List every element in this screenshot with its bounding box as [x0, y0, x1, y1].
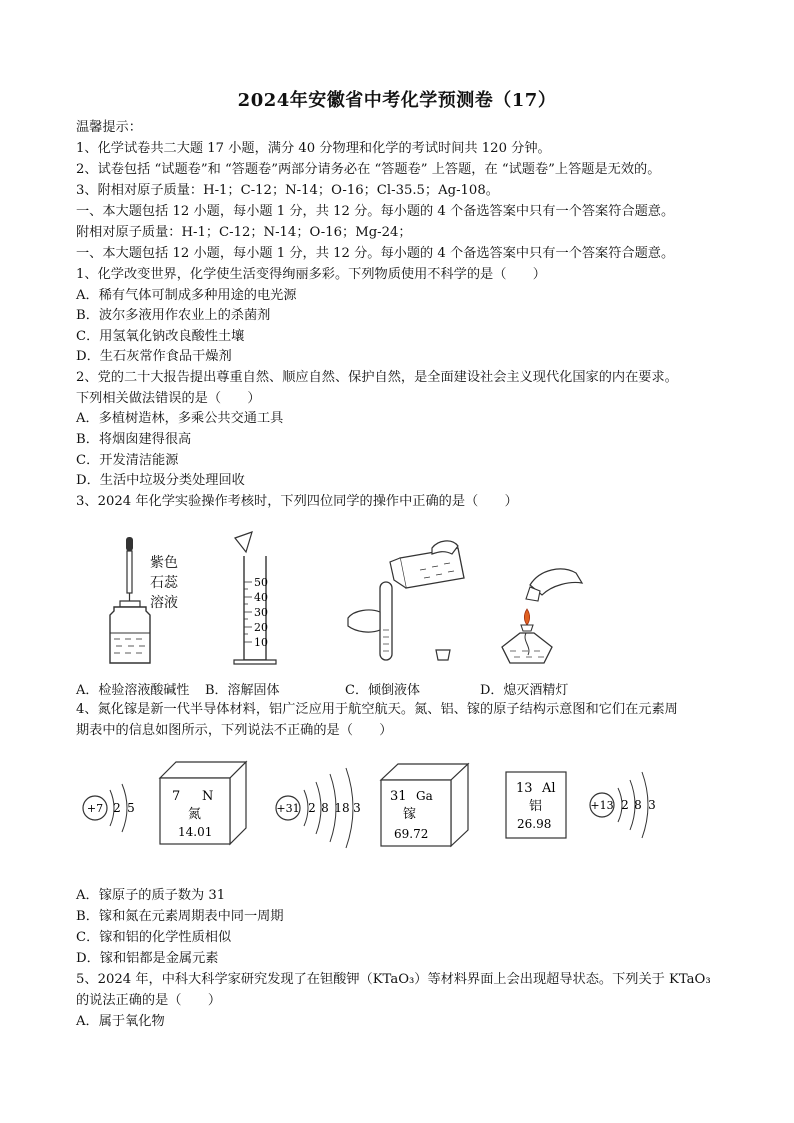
q2-option-c: C．开发清洁能源 — [76, 453, 179, 468]
hand-top — [432, 541, 458, 554]
flame — [524, 609, 529, 625]
gallium-atom-diagram — [276, 768, 361, 848]
q4-option-a: A．镓原子的质子数为 31 — [76, 888, 226, 903]
svg-text:Al: Al — [542, 781, 556, 796]
reagent-bottle — [110, 607, 150, 663]
q3-figure-c — [340, 540, 470, 670]
svg-text:69.72: 69.72 — [394, 827, 429, 841]
svg-text:26.98: 26.98 — [517, 817, 552, 831]
q4-option-d: D．镓和铝都是金属元素 — [76, 951, 219, 966]
bottle-stopper — [436, 650, 450, 660]
svg-text:8: 8 — [634, 798, 642, 812]
tick-40: 40 — [254, 591, 268, 604]
q3-option-c: C．倾倒液体 — [345, 683, 420, 698]
q4-stem-1: 4、氮化镓是新一代半导体材料，铝广泛应用于航空航天。氮、铝、镓的原子结构示意图和它们在元素周 — [76, 702, 678, 717]
test-tube — [380, 582, 392, 660]
q5-stem-2: 的说法正确的是（ ） — [76, 993, 222, 1008]
svg-text:8: 8 — [321, 801, 329, 815]
q1-option-d: D．生石灰常作食品干燥剂 — [76, 349, 232, 364]
svg-text:Ga: Ga — [416, 789, 433, 803]
q3-figure-b — [230, 530, 290, 670]
q3-option-d: D．熄灭酒精灯 — [480, 683, 569, 698]
q3-stem: 3、2024 年化学实验操作考核时，下列四位同学的操作中正确的是（ ） — [76, 494, 518, 509]
tips-heading: 温馨提示： — [76, 120, 142, 135]
q3-option-b: B．溶解固体 — [205, 683, 280, 698]
q1-option-c: C．用氢氧化钠改良酸性土壤 — [76, 329, 245, 344]
q5-stem-1: 5、2024 年，中科大科学家研究发现了在钽酸钾（KTaO₃）等材料界面上会出现超导状态。下列关于 KTaO₃ — [76, 972, 711, 987]
q4-option-c: C．镓和铝的化学性质相似 — [76, 930, 232, 945]
q3-figure-d — [490, 555, 600, 670]
section-heading-repeat: 一、本大题包括 12 小题，每小题 1 分，共 12 分。每小题的 4 个备选答案中只有一个答案符合题意。 — [76, 246, 675, 261]
atomic-mass-line: 附相对原子质量：H-1；C-12；N-14；O-16；Mg-24； — [76, 225, 412, 240]
alcohol-lamp — [502, 633, 552, 663]
svg-text:+7: +7 — [86, 802, 104, 815]
svg-text:3: 3 — [648, 798, 656, 812]
tick-20: 20 — [254, 621, 268, 634]
q2-stem-1: 2、党的二十大报告提出尊重自然、顺应自然、保护自然，是全面建设社会主义现代化国家的内在要求。 — [76, 370, 678, 385]
q4-option-b: B．镓和氮在元素周期表中同一周期 — [76, 909, 284, 924]
q2-stem-2: 下列相关做法错误的是（ ） — [76, 391, 261, 406]
svg-text:2: 2 — [621, 798, 629, 812]
q3-option-a: A．检验溶液酸碱性 — [76, 683, 190, 698]
svg-text:5: 5 — [127, 801, 135, 815]
tick-10: 10 — [254, 636, 268, 649]
litmus-label: 紫色 石蕊 溶液 — [150, 555, 178, 611]
svg-text:2: 2 — [308, 801, 316, 815]
q4-figure — [76, 750, 716, 860]
nitrogen-atom-diagram — [83, 784, 135, 832]
svg-text:氮: 氮 — [188, 807, 202, 822]
hand-bottom — [348, 610, 380, 632]
svg-text:14.01: 14.01 — [178, 825, 213, 839]
q2-option-b: B．将烟囱建得很高 — [76, 432, 192, 447]
svg-text:N: N — [202, 789, 214, 804]
svg-text:+31: +31 — [276, 802, 300, 815]
tip-2: 2、试卷包括 “试题卷”和 “答题卷”两部分请务必在 “答题卷” 上答题，在 “试题卷”上答题是无效的。 — [76, 162, 661, 177]
q1-stem: 1、化学改变世界，化学使生活变得绚丽多彩。下列物质使用不科学的是（ ） — [76, 267, 546, 282]
q1-option-a: A．稀有气体可制成多种用途的电光源 — [76, 288, 297, 303]
svg-text:7: 7 — [172, 789, 181, 804]
svg-text:铝: 铝 — [529, 799, 543, 814]
aluminum-element-cell — [506, 772, 566, 838]
gallium-element-cell — [381, 764, 468, 846]
svg-text:13: 13 — [516, 781, 533, 796]
tip-1: 1、化学试卷共二大题 17 小题，满分 40 分物理和化学的考试时间共 120 分钟。 — [76, 141, 551, 156]
q2-option-a: A．多植树造林，多乘公共交通工具 — [76, 411, 284, 426]
q5-option-a: A．属于氧化物 — [76, 1014, 165, 1029]
section-heading: 一、本大题包括 12 小题，每小题 1 分，共 12 分。每小题的 4 个备选答案中只有一个答案符合题意。 — [76, 204, 675, 219]
dropper-bulb — [126, 537, 133, 551]
q4-stem-2: 期表中的信息如图所示，下列说法不正确的是（ ） — [76, 723, 393, 738]
page-title: 2024年安徽省中考化学预测卷（17） — [237, 90, 557, 111]
q2-option-d: D．生活中垃圾分类处理回收 — [76, 473, 245, 488]
aluminum-atom-diagram — [590, 772, 656, 838]
svg-text:18: 18 — [334, 801, 350, 815]
nitrogen-element-cell — [160, 762, 246, 844]
svg-text:31: 31 — [390, 789, 407, 804]
tick-30: 30 — [254, 606, 268, 619]
tick-50: 50 — [254, 576, 268, 589]
svg-text:镓: 镓 — [403, 807, 417, 822]
svg-text:+13: +13 — [590, 799, 614, 812]
svg-text:2: 2 — [113, 801, 121, 815]
tip-3: 3、附相对原子质量：H-1；C-12；N-14；O-16；Cl-35.5；Ag-108。 — [76, 183, 499, 198]
svg-text:3: 3 — [353, 801, 361, 815]
q1-option-b: B．波尔多液用作农业上的杀菌剂 — [76, 308, 271, 323]
